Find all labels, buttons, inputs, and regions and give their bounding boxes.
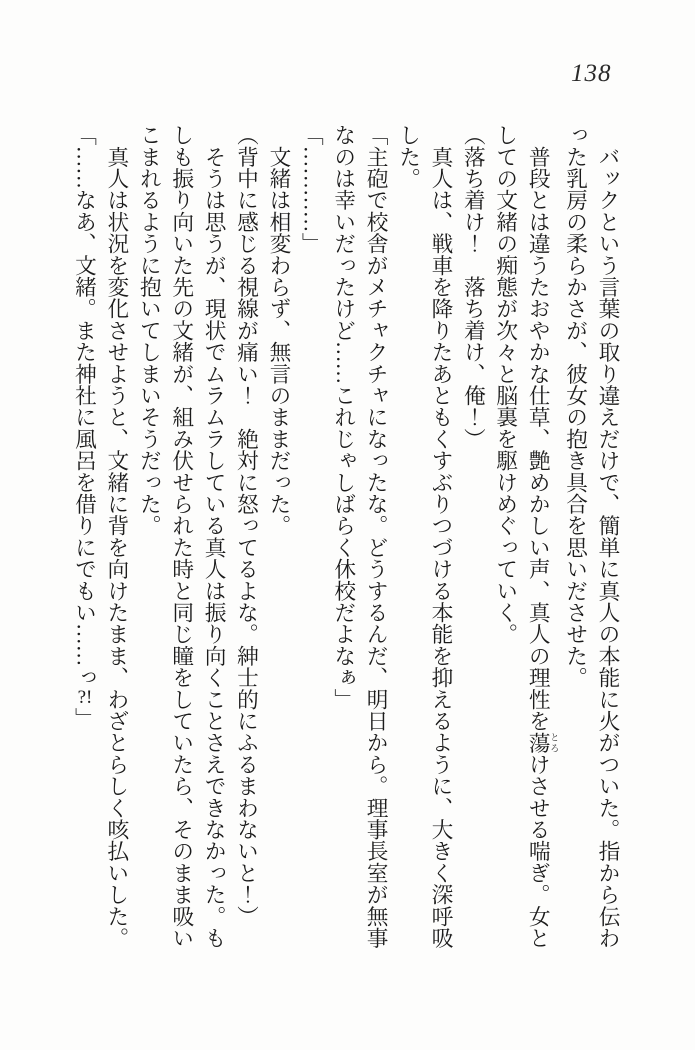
page-number: 138 bbox=[571, 60, 612, 87]
text-line: バックという言葉の取り違えだけで、簡単に真人の本能に火がついた。指から伝わ bbox=[596, 124, 620, 949]
ruby-annotated-kanji: 蕩 とろ bbox=[526, 731, 560, 754]
text-line: （落ち着け！ 落ち着け、俺！） bbox=[461, 124, 486, 450]
text-line: こまれるように抱いてしまいそうだった。 bbox=[137, 124, 162, 537]
text-line: （背中に感じる視線が痛い！ 絶対に怒ってるよな。紳士的にふるまわないと！） bbox=[234, 124, 259, 927]
text-line: しての文緒の痴態が次々と脳裏を駆けめぐっていく。 bbox=[493, 124, 518, 645]
text-line: 普段とは違うたおやかな仕草、艶めかしい声、真人の理性を蕩 とろけさせる喘ぎ。女と bbox=[526, 124, 560, 949]
text-line: 真人は、戦車を降りたあともくすぶりつづける本能を抑えるように、大きく深呼吸 bbox=[428, 124, 453, 949]
text-line: しも振り向いた先の文緒が、組み伏せられた時と同じ瞳をしていたら、そのまま吸い bbox=[169, 124, 194, 949]
text-line: 文緒は相変わらず、無言のままだった。 bbox=[266, 124, 291, 537]
text-line: 「主砲で校舎がメチャクチャになったな。どうするんだ、明日から。理事長室が無事 bbox=[364, 124, 389, 949]
text-line: 「…………」 bbox=[299, 124, 324, 255]
tatechuyoko-punctuation: ?! bbox=[77, 688, 93, 708]
text-line: 「……なあ、文緒。また神社に風呂を借りにでもい……っ?!」 bbox=[72, 124, 97, 729]
text-line: した。 bbox=[396, 124, 421, 190]
text-line: 真人は状況を変化させようと、文緒に背を向けたまま、わざとらしく咳払いした。 bbox=[104, 124, 129, 949]
text-line: った乳房の柔らかさが、彼女の抱き具合を思いださせた。 bbox=[563, 124, 588, 689]
text-line: なのは幸いだったけど……これじゃしばらく休校だよなぁ」 bbox=[331, 124, 356, 710]
text-line: そうは思うが、現状でムラムラしている真人は振り向くことさえできなかった。も bbox=[202, 124, 227, 949]
body-text bbox=[68, 124, 624, 960]
